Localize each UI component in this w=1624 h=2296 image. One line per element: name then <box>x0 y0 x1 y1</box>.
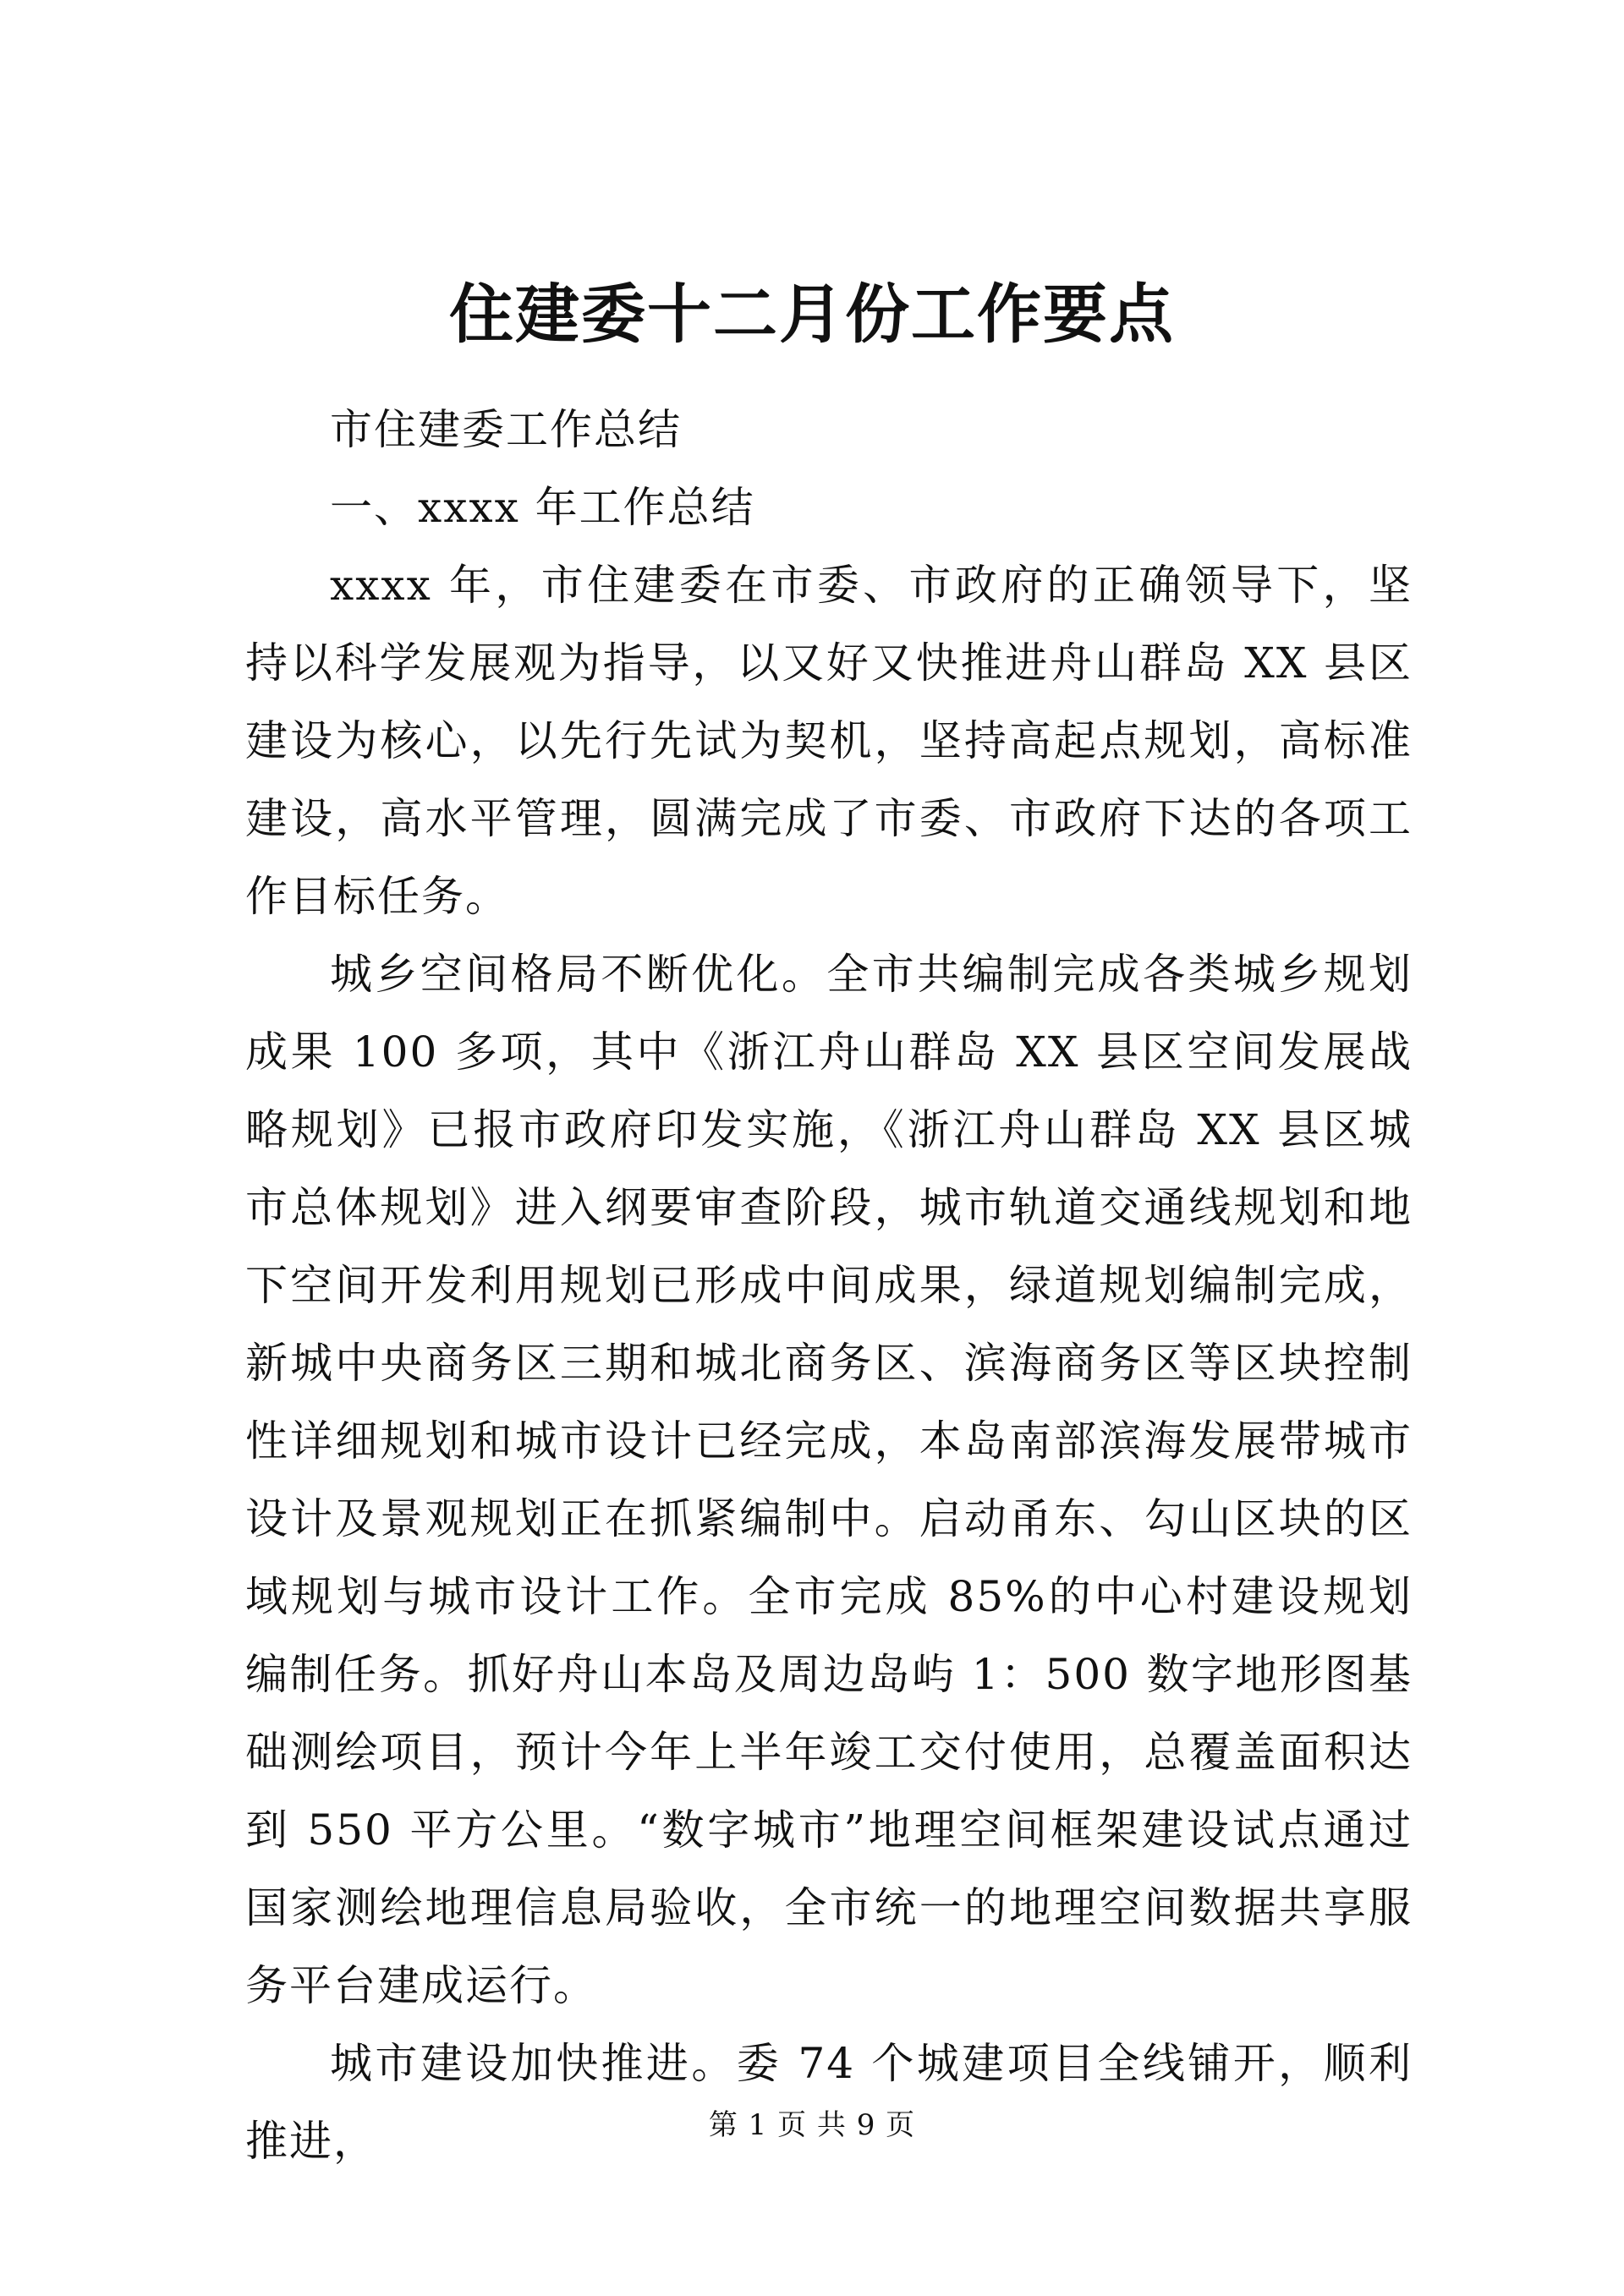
paragraph-urban-planning: 城乡空间格局不断优化。全市共编制完成各类城乡规划成果 100 多项，其中《浙江舟山群岛 XX 县区空间发展战略规划》已报市政府印发实施，《浙江舟山群岛 XX 县区城市总体规划》进入纲要审查阶段，城市轨道交通线规划和地下空间开发利用规划已形成中间成果，绿道规划编制完成，新城中央商务区三期和城北商务区、滨海商务区等区块控制性详细规划和城市设计已经完成，本岛南部滨海发展带城市设计及景观规划正在抓紧编制中。启动甬东、勾山区块的区域规划与城市设计工作。全市完成 85%的中心村建设规划编制任务。抓好舟山本岛及周边岛屿 1：500 数字地形图基础测绘项目，预计今年上半年竣工交付使用，总覆盖面积达到 550 平方公里。“数字城市”地理空间框架建设试点通过国家测绘地理信息局验收，全市统一的地理空间数据共享服务平台建成运行。 <box>245 950 1413 2010</box>
paragraph-urban-construction: 城市建设加快推进。委 74 个城建项目全线铺开，顺利推进， <box>245 2039 1413 2166</box>
document-title: 住建委十二月份工作要点 <box>449 277 1175 352</box>
paragraph-summary: xxxx 年，市住建委在市委、市政府的正确领导下，坚持以科学发展观为指导，以又好又快推进舟山群岛 XX 县区建设为核心，以先行先试为契机，坚持高起点规划，高标准建设，高水平管理，圆满完成了市委、市政府下达的各项工作目标任务。 <box>245 561 1413 921</box>
paragraph-section-heading: 一、xxxx 年工作总结 <box>330 483 755 532</box>
page-number-footer: 第 1 页 共 9 页 <box>708 2108 916 2142</box>
paragraph-subtitle: 市住建委工作总结 <box>330 405 682 454</box>
document-body <box>245 391 1413 2180</box>
